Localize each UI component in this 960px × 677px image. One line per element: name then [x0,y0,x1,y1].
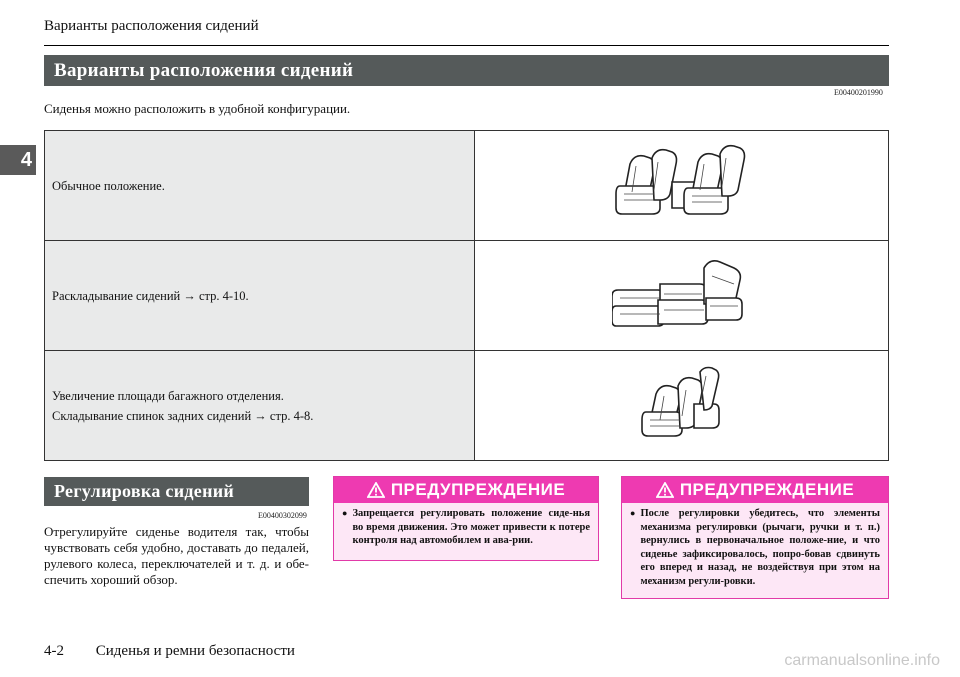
warning-title: ПРЕДУПРЕЖДЕНИЕ [679,480,855,499]
warning-header [334,477,598,503]
seats-flat-icon [612,254,752,334]
section-title-seat-arrangement: Варианты расположения сидений [44,55,889,86]
row-text-line: Раскладывание сидений → стр. 4-10. [52,288,249,303]
row-illustration [475,131,889,241]
page-footer [44,643,295,660]
seats-normal-icon [612,144,752,224]
row-illustration [475,351,889,461]
table-row [45,131,889,241]
warning-box [621,476,889,599]
warning-text: После регулировки убедитесь, что элементы механизма регулировки (рычаги, ручки и т. п.) вернулись в первоначальное положе-ние, и что сиденье зафиксировалось, попро-бовав сдвинуть его вперед и назад, не воздействуя при этом на механизм регули-ровки. [640,508,880,587]
warning-body [622,503,888,592]
row-text-line: Обычное положение. [52,178,165,193]
row-text [45,241,475,351]
warning-text: Запрещается регулировать положение сиде-нья во время движения. Это может привести к потере контроля над автомобилем и ава-рии. [352,508,590,546]
bullet-icon: ● [342,508,348,518]
running-title: Варианты расположения сидений [44,18,259,34]
header-rule [44,45,889,46]
warning-triangle-icon [656,482,674,498]
section-code: E00400302099 [258,511,307,520]
seat-arrangement-table [44,130,889,461]
warning-header [622,477,888,503]
row-text-line: Складывание спинок задних сидений → стр. 4-8. [52,408,314,423]
row-text-line: Увеличение площади багажного отделения. [52,388,284,403]
table-row [45,351,889,461]
warning-body [334,503,598,552]
warning-box [333,476,599,561]
section-title-seat-adjustment: Регулировка сидений [44,477,309,506]
row-text [45,351,475,461]
warning-title: ПРЕДУПРЕЖДЕНИЕ [390,480,566,499]
section-code: E00400201990 [834,88,883,97]
adjustment-paragraph: Отрегулируйте сиденье водителя так, чтобы чувствовать себя удобно, доставать до педалей, рулевого колеса, переключателей и т. д. и обе-спечить хороший обзор. [44,524,309,587]
watermark: carmanualsonline.info [784,652,940,669]
chapter-tab: 4 [0,145,36,175]
warning-triangle-icon [367,482,385,498]
row-text [45,131,475,241]
row-illustration [475,241,889,351]
footer-chapter-title: Сиденья и ремни безопасности [95,643,295,659]
table-row [45,241,889,351]
page-number: 4-2 [44,643,64,659]
bullet-icon: ● [630,508,636,518]
intro-text: Сиденья можно расположить в удобной конфигурации. [44,101,351,116]
seats-folded-icon [612,364,752,444]
